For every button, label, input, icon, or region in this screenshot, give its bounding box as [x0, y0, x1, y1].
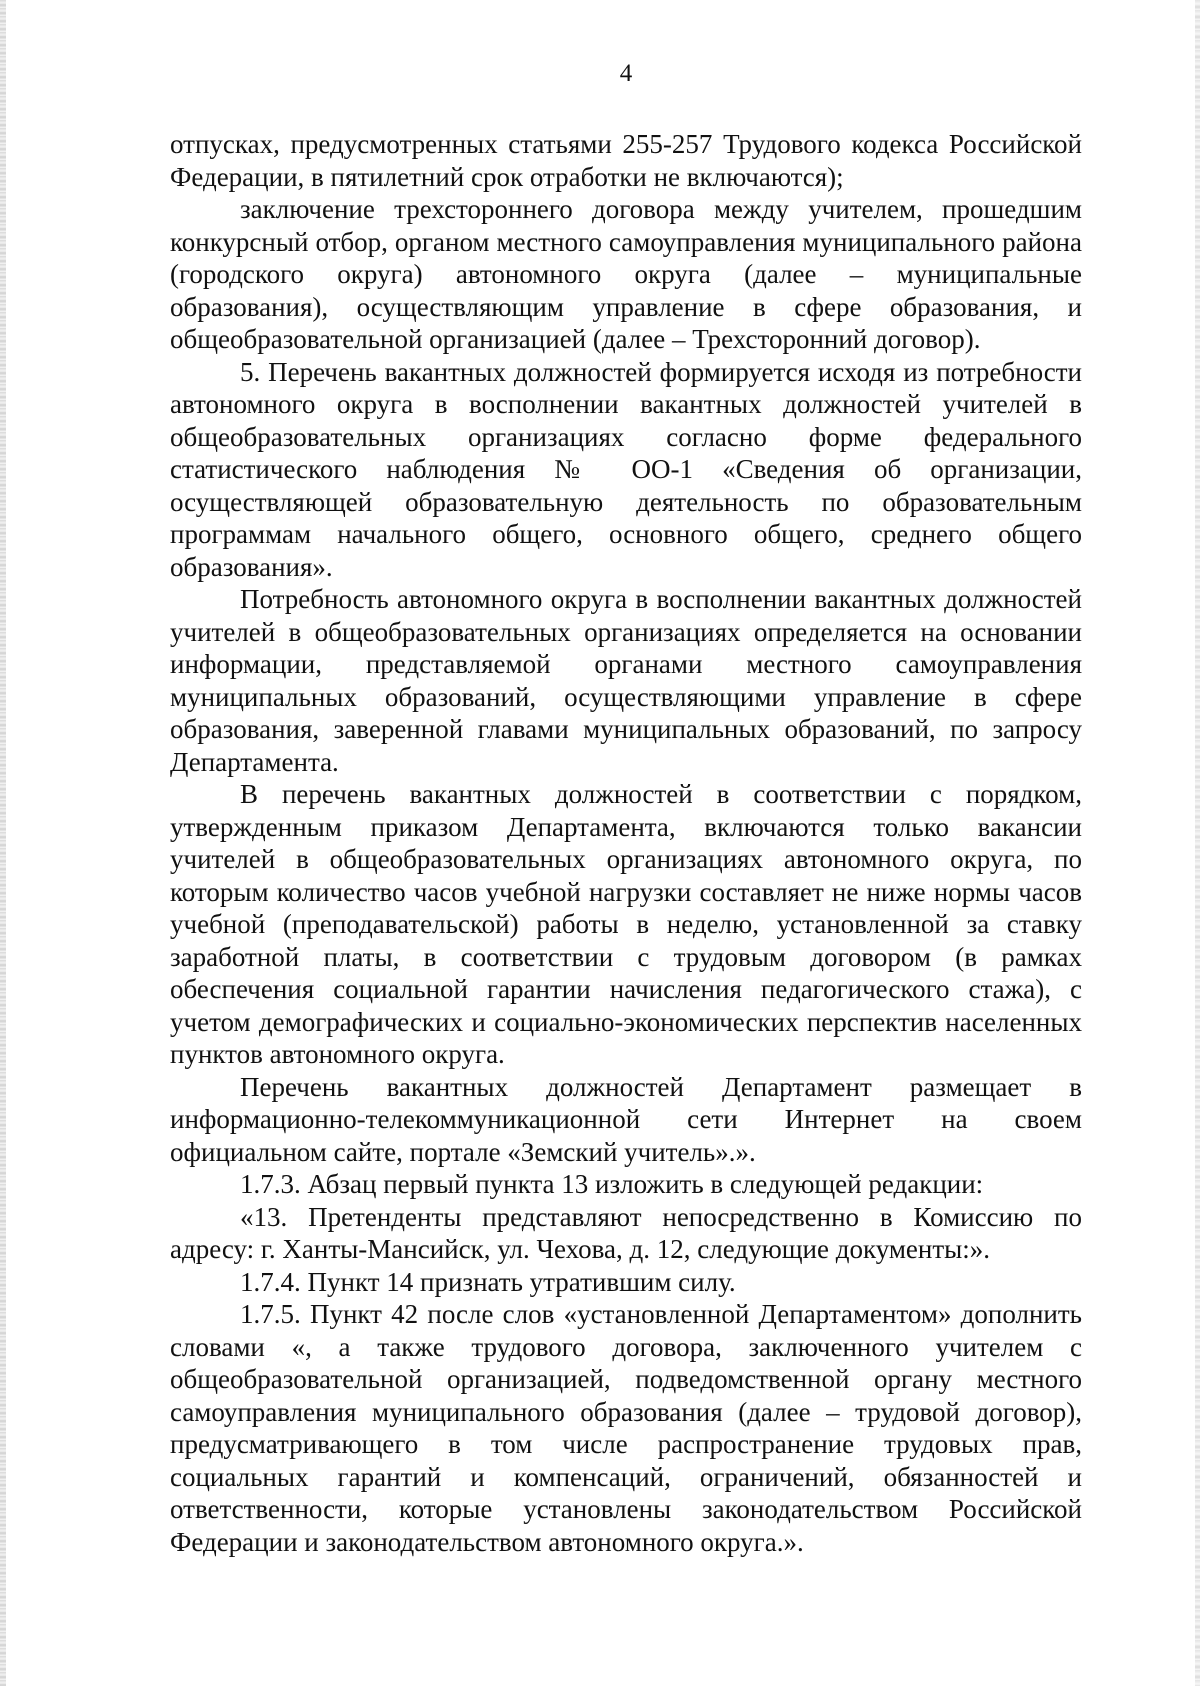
- paragraph-continuation: отпусках, предусмотренных статьями 255-257 Трудового кодекса Российской Федерации, в пятилетний срок отработки не включаются);: [170, 129, 1082, 192]
- paragraph-vacancy-list-publication: Перечень вакантных должностей Департамент размещает в информационно-телекоммуникационной сети Интернет на своем официальном сайте, портале «Земский учитель».».: [170, 1071, 1082, 1167]
- scan-edge-left: [0, 0, 6, 1686]
- paragraph-item-13-text: «13. Претенденты представляют непосредственно в Комиссию по адресу: г. Ханты-Мансийск, ул. Чехова, д. 12, следующие документы:».: [170, 1201, 1082, 1264]
- paragraph-vacancy-list-criteria: В перечень вакантных должностей в соответствии с порядком, утвержденным приказом Департамента, включаются только вакансии учителей в общеобразовательных организациях автономного округа, по которым количество часов учебной нагрузки составляет не ниже нормы часов учебной (преподавательской) работы в неделю, установленной за ставку заработной платы, в соответствии с трудовым договором (в рамках обеспечения социальной гарантии начисления педагогического стажа), с учетом демографических и социально-экономических перспектив населенных пунктов автономного округа.: [170, 779, 1082, 1069]
- paragraph-need-determination: Потребность автономного округа в восполнении вакантных должностей учителей в общеобразовательных организациях определяется на основании информации, представляемой органами местного самоуправления муниципальных образований, осуществляющими управление в сфере образования, заверенной главами муниципальных образований, по запросу Департамента.: [170, 584, 1082, 777]
- paragraph-item-5: 5. Перечень вакантных должностей формируется исходя из потребности автономного округа в восполнении вакантных должностей учителей в общеобразовательных организациях согласно форме федерального статистического наблюдения № ОО-1 «Сведения об организации, осуществляющей образовательную деятельность по образовательным программам начального общего, основного общего, среднего общего образования».: [170, 356, 1082, 582]
- paragraph-item-1-7-5: 1.7.5. Пункт 42 после слов «установленной Департаментом» дополнить словами «, а также трудового договора, заключенного учителем с общеобразовательной организацией, подведомственной органу местного самоуправления муниципального образования (далее – трудовой договор), предусматривающего в том числе распространение трудовых прав, социальных гарантий и компенсаций, ограничений, обязанностей и ответственности, которые установлены законодательством Российской Федерации и законодательством автономного округа.».: [170, 1299, 1082, 1557]
- paragraph-item-1-7-3: 1.7.3. Абзац первый пункта 13 изложить в следующей редакции:: [240, 1169, 984, 1199]
- page-number: 4: [619, 60, 633, 87]
- paragraph-tripartite-agreement: заключение трехстороннего договора между учителем, прошедшим конкурсный отбор, органом местного самоуправления муниципального района (городского округа) автономного округа (далее – муниципальные образования), осуществляющим управление в сфере образования, и общеобразовательной организацией (далее – Трехсторонний договор).: [170, 194, 1082, 354]
- paragraph-item-1-7-4: 1.7.4. Пункт 14 признать утратившим силу.: [240, 1266, 736, 1297]
- scan-edge-right: [1195, 0, 1200, 1686]
- document-page: [170, 58, 1082, 1558]
